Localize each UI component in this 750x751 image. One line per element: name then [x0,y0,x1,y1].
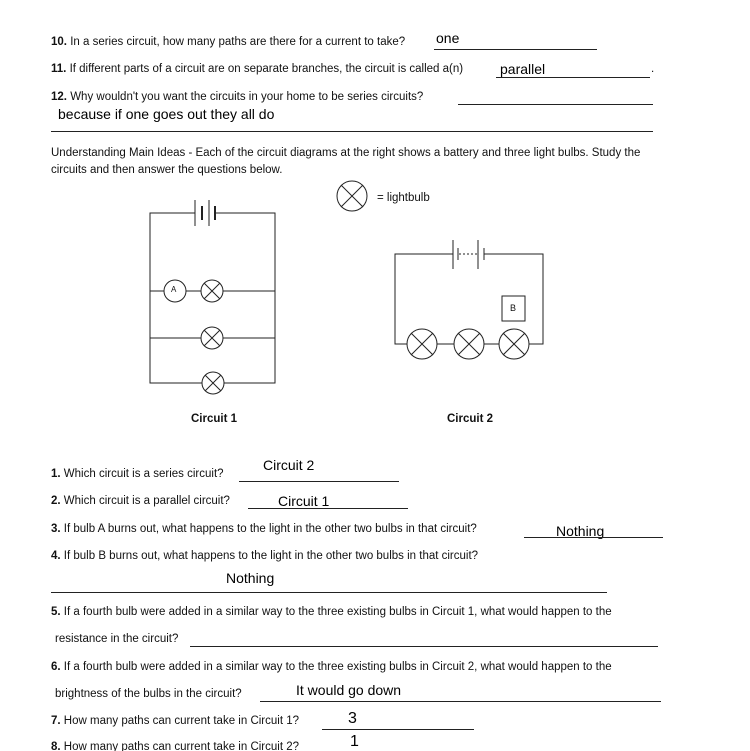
question-8: 8. How many paths can current take in Circuit 2? [51,741,300,751]
answer-1[interactable]: Circuit 2 [263,457,315,473]
circuit-1 [150,200,275,394]
answer-line [524,537,663,538]
question-6: 6. If a fourth bulb were added in a similar way to the three existing bulbs in Circuit 2, what would happen to the [51,661,612,673]
question-7: 7. How many paths can current take in Circuit 1? [51,715,300,727]
question-11: 11. If different parts of a circuit are on separate branches, the circuit is called a(n) [51,63,464,75]
question-2: 2. Which circuit is a parallel circuit? [51,495,230,507]
question-6-cont: brightness of the bulbs in the circuit? [55,688,242,700]
box-b-label: B [510,303,517,313]
answer-line [260,701,661,702]
question-3: 3. If bulb A burns out, what happens to the light in the other two bulbs in that circuit? [51,523,477,535]
answer-line [51,592,607,593]
question-10: 10. In a series circuit, how many paths are there for a current to take? [51,36,406,48]
instructions-line-2: circuits and then answer the questions below. [51,164,283,176]
answer-6[interactable]: It would go down [296,682,402,698]
answer-10[interactable]: one [436,30,460,46]
answer-line [239,481,399,482]
answer-4[interactable]: Nothing [226,570,275,586]
lightbulb-legend-icon [337,181,367,211]
question-12: 12. Why wouldn't you want the circuits in your home to be series circuits? [51,91,424,103]
question-5-cont: resistance in the circuit? [55,633,179,645]
answer-2[interactable]: Circuit 1 [278,493,330,509]
legend-label: = lightbulb [377,192,430,204]
period: . [651,63,655,75]
ammeter-label: A [171,285,177,294]
answer-3[interactable]: Nothing [556,523,605,539]
instructions-line-1: Understanding Main Ideas - Each of the circuit diagrams at the right shows a battery and three light bulbs. Study the [51,147,641,159]
circuit-1-label: Circuit 1 [191,413,238,425]
circuit-2-label: Circuit 2 [447,413,494,425]
answer-7[interactable]: 3 [348,710,357,727]
answer-line [322,729,474,730]
answer-line [190,646,658,647]
question-5: 5. If a fourth bulb were added in a similar way to the three existing bulbs in Circuit 1, what would happen to the [51,606,612,618]
answer-line [248,508,408,509]
circuit-2 [395,240,543,359]
answer-8[interactable]: 1 [350,733,359,750]
answer-11[interactable]: parallel [500,61,546,77]
question-1: 1. Which circuit is a series circuit? [51,468,224,480]
answer-12[interactable]: because if one goes out they all do [58,106,275,122]
question-4: 4. If bulb B burns out, what happens to the light in the other two bulbs in that circuit? [51,550,479,562]
